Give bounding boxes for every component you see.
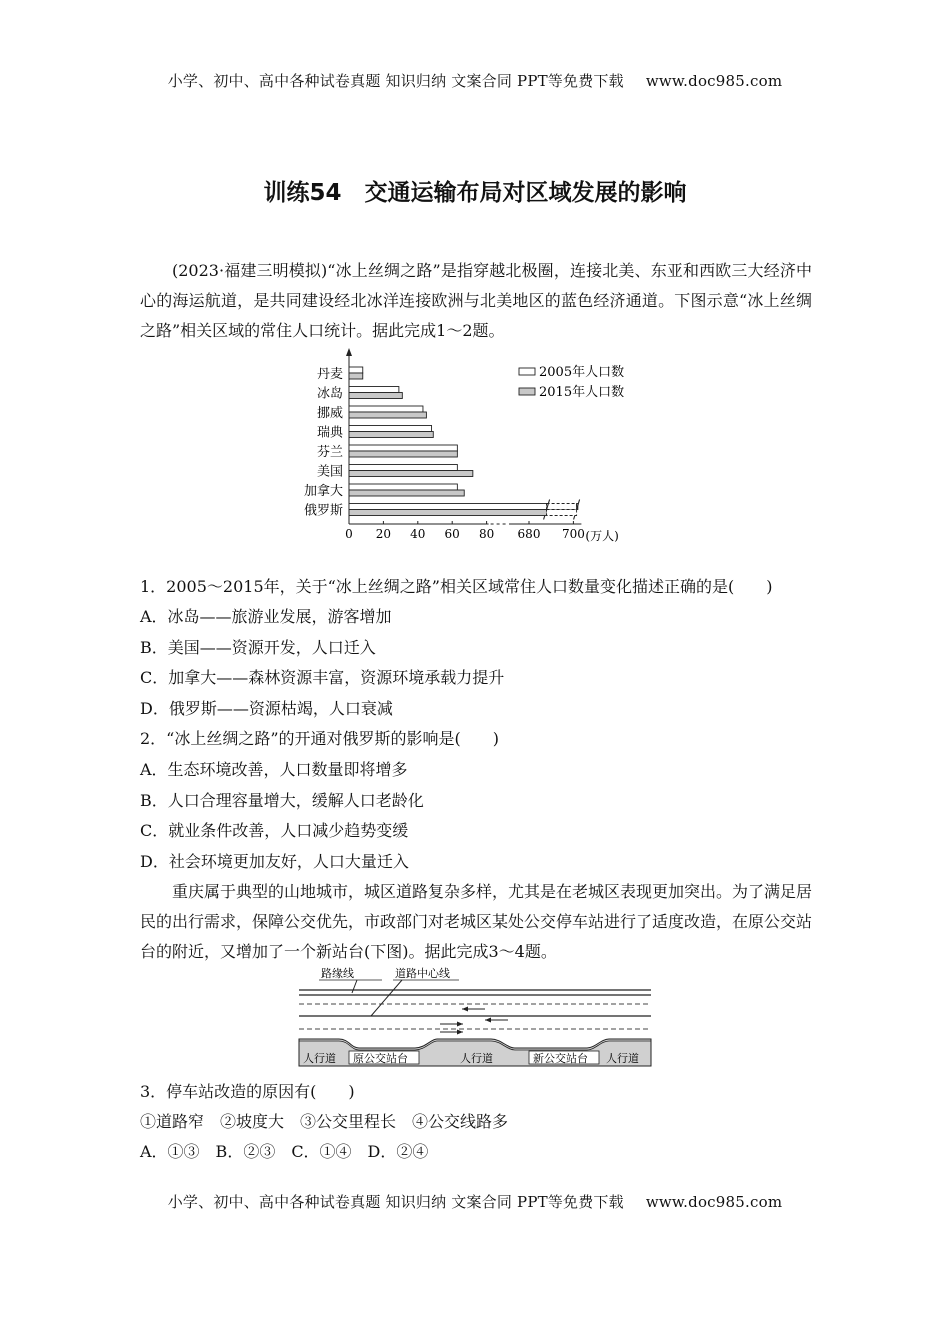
sidewalk-label-middle: 人行道: [460, 1052, 493, 1065]
footer-site: www.doc985.com: [645, 1193, 783, 1211]
label-edge-line: 路缘线: [321, 967, 354, 980]
center-label-leader: [371, 980, 402, 1016]
question-2-stem: 2．“冰上丝绸之路”的开通对俄罗斯的影响是( ): [140, 729, 500, 748]
bar: [349, 490, 464, 496]
intro-paragraph-2: 重庆属于典型的山地城市，城区道路复杂多样，尤其是在老城区表现更加突出。为了满足居民的出行需求，保障公交优先，市政部门对老城区某处公交停车站进行了适度改造，在原公交站台的附近，又增加了一个新站台(下图)。据此完成3～4题。: [140, 882, 813, 961]
bar: [349, 451, 457, 457]
label-center-line: 道路中心线: [395, 967, 450, 980]
bar: [349, 471, 473, 477]
bar: [349, 373, 363, 379]
bar: [349, 406, 423, 412]
bar: [349, 432, 433, 438]
bus-stop-road-diagram: [297, 966, 653, 1070]
bar: [349, 412, 426, 418]
bar-break-segment: [547, 510, 577, 516]
question-3-stem: 3．停车站改造的原因有( ): [140, 1082, 355, 1101]
question-1-stem: 1．2005～2015年，关于“冰上丝绸之路”相关区域常住人口数量变化描述正确的是( ): [140, 577, 773, 596]
intro-paragraph-1: (2023·福建三明模拟)“冰上丝绸之路”是指穿越北极圈，连接北美、东亚和西欧三大经济中心的海运航道，是共同建设经北冰洋连接欧洲与北美地区的蓝色经济通道。下图示意“冰上丝绸之路”相关区域的常住人口统计。据此完成1～2题。: [140, 261, 812, 340]
question-1-option-b: B．美国——资源开发，人口迁入: [140, 638, 376, 657]
sidewalk-label-right: 人行道: [606, 1052, 639, 1065]
bar: [349, 393, 402, 399]
category-label: 丹麦: [316, 367, 343, 382]
question-2-option-d: D．社会环境更加友好，人口大量迁入: [140, 852, 409, 871]
bar: [349, 426, 432, 432]
x-tick-label: 680: [517, 527, 541, 541]
bar: [349, 367, 363, 373]
y-axis-arrow: [346, 348, 352, 356]
sidewalk-label-left: 人行道: [303, 1052, 336, 1065]
arrow-left-2: [485, 1018, 508, 1023]
question-2-option-c: C．就业条件改善，人口减少趋势变缓: [140, 821, 409, 840]
x-tick-label: 80: [478, 527, 495, 541]
legend-swatch: [519, 368, 535, 375]
question-1-option-d: D．俄罗斯——资源枯竭，人口衰减: [140, 699, 393, 718]
bar: [349, 465, 457, 471]
arrow-right-2: [440, 1030, 463, 1035]
population-bar-chart: [285, 344, 665, 566]
x-tick-label: 20: [375, 527, 392, 541]
x-tick-label: 0: [345, 527, 353, 541]
question-3-reasons: ①道路窄 ②坡度大 ③公交里程长 ④公交线路多: [140, 1112, 509, 1131]
bar-break-segment: [547, 504, 577, 510]
category-label: 芬兰: [316, 445, 343, 460]
legend-label: 2005年人口数: [539, 365, 625, 380]
category-label: 俄罗斯: [303, 503, 343, 519]
legend-label: 2015年人口数: [539, 385, 625, 400]
x-tick-label: 40: [410, 527, 426, 541]
x-tick-label: 700: [561, 527, 585, 541]
edge-label-leader: [352, 980, 357, 993]
question-1-option-a: A．冰岛——旅游业发展，游客增加: [140, 607, 392, 626]
bar: [349, 387, 399, 393]
category-label: 瑞典: [316, 425, 343, 441]
x-axis-unit-label: (万人): [585, 529, 619, 543]
bar: [349, 484, 457, 490]
category-label: 冰岛: [316, 386, 343, 402]
new-stop-label: 新公交站台: [533, 1052, 588, 1065]
question-2-option-b: B．人口合理容量增大，缓解人口老龄化: [140, 791, 424, 810]
bar: [349, 504, 547, 510]
page-footer: [0, 1191, 950, 1212]
question-3-choices: A．①③ B．②③ C．①④ D．②④: [140, 1142, 429, 1161]
bar: [349, 510, 547, 516]
footer-text: 小学、初中、高中各种试卷真题 知识归纳 文案合同 PPT等免费下载: [167, 1193, 624, 1211]
arrow-left-1: [462, 1007, 485, 1012]
x-tick-label: 60: [444, 527, 460, 541]
bar: [349, 445, 457, 451]
legend-swatch: [519, 388, 535, 395]
category-label: 加拿大: [303, 484, 343, 499]
question-1-option-c: C．加拿大——森林资源丰富，资源环境承载力提升: [140, 668, 505, 687]
header-text: 小学、初中、高中各种试卷真题 知识归纳 文案合同 PPT等免费下载: [167, 72, 624, 90]
page-header: [0, 70, 950, 91]
arrow-right-1: [440, 1022, 463, 1027]
category-label: 挪威: [316, 406, 343, 421]
category-label: 美国: [316, 464, 343, 480]
header-site: www.doc985.com: [645, 72, 783, 90]
question-2-option-a: A．生态环境改善，人口数量即将增多: [140, 760, 408, 779]
old-stop-label: 原公交站台: [353, 1052, 408, 1065]
page-title: 训练54 交通运输布局对区域发展的影响: [263, 180, 687, 206]
